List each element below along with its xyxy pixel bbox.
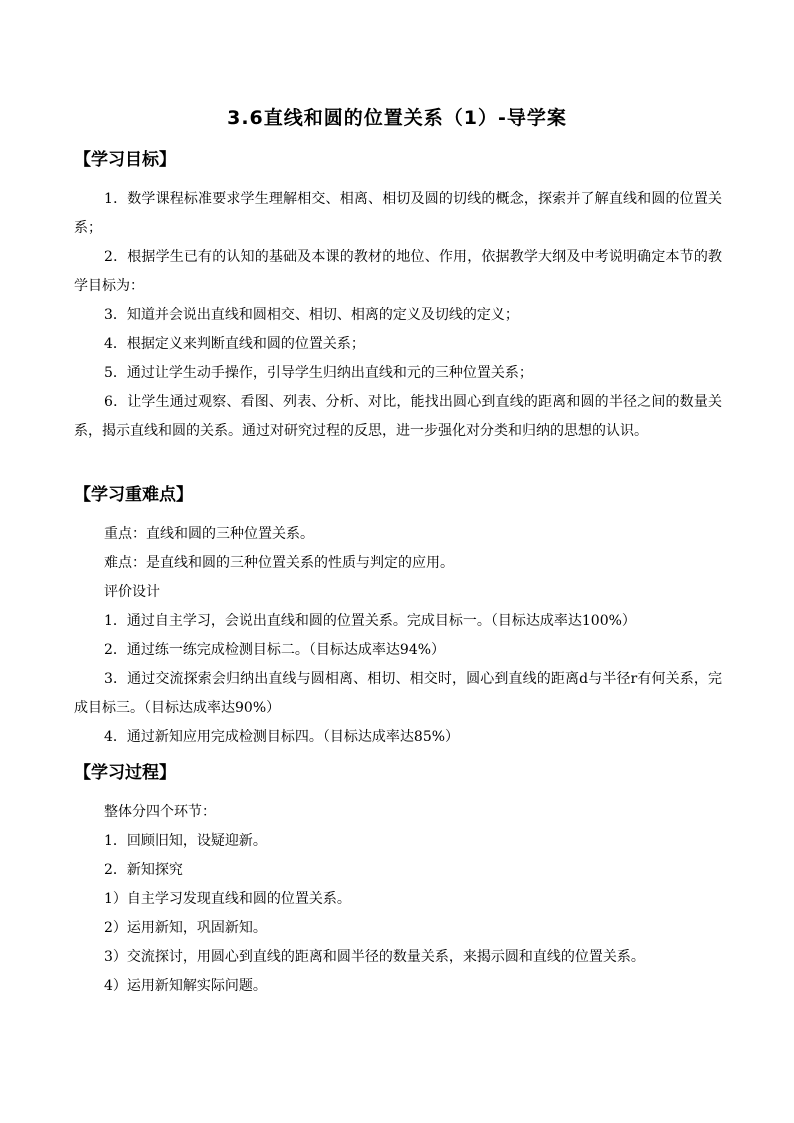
paragraph: 评价设计 [104, 584, 160, 600]
section-heading-learning-goals: 【学习目标】 [74, 150, 176, 170]
paragraph: 6．让学生通过观察、看图、列表、分析、对比，能找出圆心到直线的距离和圆的半径之间的数量关系，揭示直线和圆的关系。通过对研究过程的反思，进一步强化对分类和归纳的思想的认识。 [74, 394, 722, 439]
paragraph: 4．通过新知应用完成检测目标四。（目标达成率达85%） [104, 729, 460, 745]
paragraph: 2．根据学生已有的认知的基础及本课的教材的地位、作用，依据教学大纲及中考说明确定本节的教学目标为： [74, 249, 722, 294]
paragraph: 重点：直线和圆的三种位置关系。 [104, 526, 314, 542]
paragraph: 2）运用新知，巩固新知。 [104, 920, 267, 936]
paragraph: 1．回顾旧知，设疑迎新。 [104, 833, 267, 849]
paragraph: 3．知道并会说出直线和圆相交、相切、相离的定义及切线的定义； [104, 307, 519, 323]
paragraph: 4．根据定义来判断直线和圆的位置关系； [104, 336, 365, 352]
section-body-learning-process [74, 798, 722, 1001]
paragraph: 5．通过让学生动手操作，引导学生归纳出直线和元的三种位置关系； [104, 365, 533, 381]
paragraph: 难点：是直线和圆的三种位置关系的性质与判定的应用。 [104, 555, 454, 571]
paragraph: 1）自主学习发现直线和圆的位置关系。 [104, 891, 351, 907]
section-heading-key-difficult-points: 【学习重难点】 [74, 485, 193, 505]
paragraph: 2．通过练一练完成检测目标二。（目标达成率达94%） [104, 642, 446, 658]
paragraph: 1．数学课程标准要求学生理解相交、相离、相切及圆的切线的概念，探索并了解直线和圆的位置关系； [74, 191, 722, 236]
paragraph: 1．通过自主学习，会说出直线和圆的位置关系。完成目标一。（目标达成率达100%） [104, 613, 636, 629]
paragraph: 整体分四个环节： [104, 804, 216, 820]
paragraph: 3）交流探讨，用圆心到直线的距离和圆半径的数量关系，来揭示圆和直线的位置关系。 [104, 949, 645, 965]
section-body-key-difficult-points [74, 520, 722, 752]
document-title: 3.6直线和圆的位置关系（1）-导学案 [227, 107, 567, 129]
paragraph: 3．通过交流探索会归纳出直线与圆相离、相切、相交时，圆心到直线的距离d与半径r有何关系，完成目标三。（目标达成率达90%） [74, 671, 722, 716]
section-body-learning-goals [74, 185, 722, 446]
paragraph: 4）运用新知解实际问题。 [104, 978, 267, 994]
section-heading-learning-process: 【学习过程】 [74, 763, 176, 783]
paragraph: 2．新知探究 [104, 862, 183, 878]
